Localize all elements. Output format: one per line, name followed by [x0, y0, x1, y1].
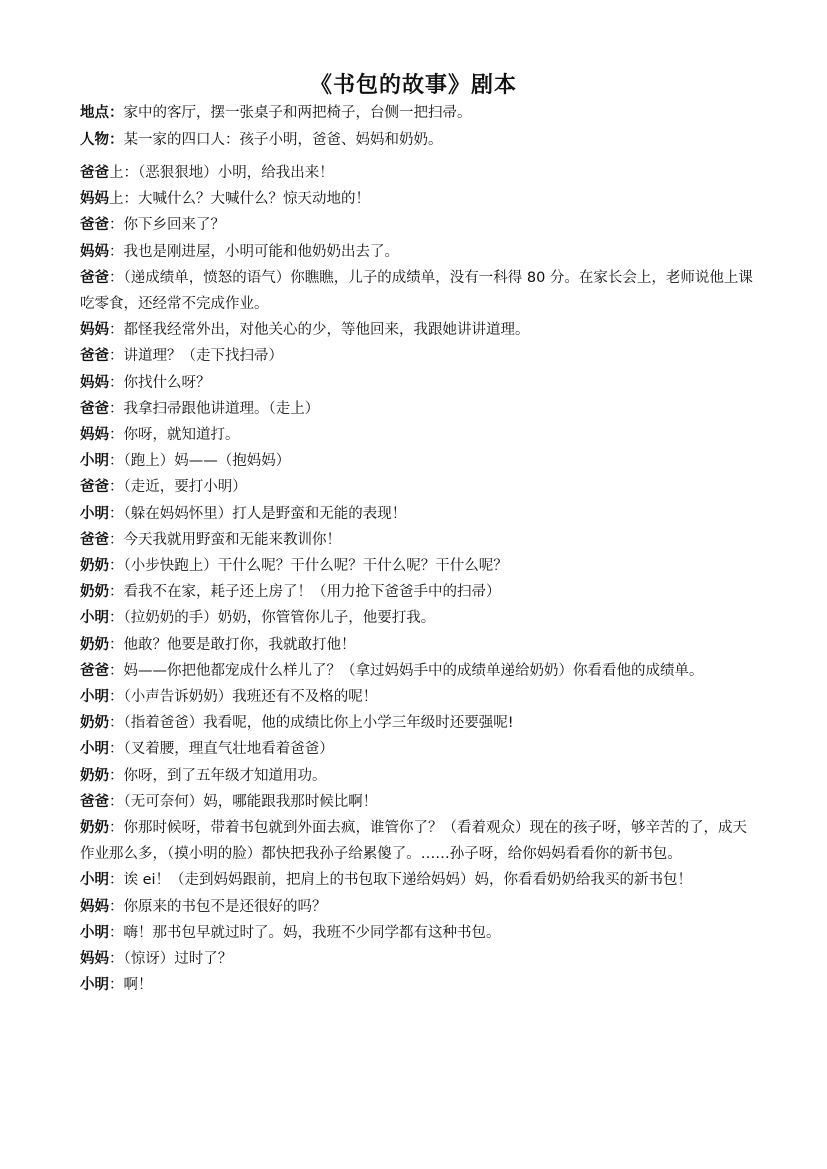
dialogue-text: ：你那时候呀，带着书包就到外面去疯，谁管你了？（看着观众）现在的孩子呀，够辛苦的了，成天作业那么多，（摸小明的脸）都快把我孙子给累傻了。……孙子呀，给你妈妈看看你的新书包。 — [80, 820, 747, 863]
dialogue-line — [80, 710, 760, 736]
speaker-name: 奶奶 — [80, 715, 109, 732]
dialogue-line — [80, 396, 760, 422]
dialogue-line — [80, 920, 760, 946]
speaker-name: 妈妈 — [80, 898, 109, 915]
speaker-name: 爸爸 — [80, 793, 109, 810]
speaker-name: 奶奶 — [80, 558, 109, 575]
dialogue-text: ：（走近，要打小明） — [109, 479, 247, 496]
speaker-name: 奶奶 — [80, 584, 109, 601]
dialogue-text: ：看我不在家，耗子还上房了！（用力抢下爸爸手中的扫帚） — [109, 584, 501, 601]
speaker-name: 小明 — [80, 610, 109, 627]
speaker-name: 爸爸 — [80, 400, 109, 417]
dialogue-text: ：今天我就用野蛮和无能来教训你！ — [109, 531, 341, 548]
dialogue-text: ：（跑上）妈——（抱妈妈） — [109, 453, 291, 470]
dialogue-line — [80, 474, 760, 500]
dialogue-text: ：你呀，到了五年级才知道用功。 — [109, 767, 327, 784]
speaker-name: 小明 — [80, 924, 109, 941]
dialogue-line — [80, 763, 760, 789]
dialogue-line — [80, 605, 760, 631]
dialogue-text: ：我也是刚进屋，小明可能和他奶奶出去了。 — [109, 243, 399, 260]
speaker-name: 小明 — [80, 741, 109, 758]
dialogue-text: ：（小声告诉奶奶）我班还有不及格的呢！ — [109, 689, 378, 706]
speaker-name: 奶奶 — [80, 820, 109, 837]
dialogue-text: ：啊！ — [109, 977, 153, 994]
dialogue-text: ：（无可奈何）妈，哪能跟我那时候比啊！ — [109, 793, 378, 810]
speaker-name: 妈妈 — [80, 243, 109, 260]
speaker-name: 小明 — [80, 872, 109, 889]
location-label: 地点： — [80, 105, 124, 121]
dialogue-line — [80, 186, 760, 212]
dialogue-line — [80, 422, 760, 448]
speaker-name: 妈妈 — [80, 951, 109, 968]
dialogue-text: ：你原来的书包不是还很好的吗？ — [109, 898, 327, 915]
dialogue-text: 上：（恶狠狠地）小明，给我出来！ — [109, 165, 334, 181]
dialogue-text: ：你呀，就知道打。 — [109, 427, 240, 444]
speaker-name: 奶奶 — [80, 636, 109, 653]
characters-line — [80, 127, 770, 153]
speaker-name: 奶奶 — [80, 767, 109, 784]
dialogue-line — [80, 579, 760, 605]
speaker-name: 爸爸 — [80, 662, 109, 679]
dialogue-line — [80, 501, 760, 527]
dialogue-line — [80, 894, 760, 920]
dialogue-line — [80, 317, 760, 343]
dialogue-line — [80, 212, 760, 238]
speaker-name: 爸爸 — [80, 479, 109, 496]
speaker-name: 妈妈 — [80, 374, 109, 391]
dialogue-text: 上：大喊什么？大喊什么？惊天动地的！ — [109, 191, 370, 208]
dialogue-line — [80, 527, 760, 553]
speaker-name: 爸爸 — [80, 531, 109, 548]
speaker-name: 爸爸 — [80, 269, 109, 286]
dialogue-line — [80, 265, 760, 317]
dialogue-line — [80, 815, 760, 867]
dialogue-text: ：他敢？他要是敢打你，我就敢打他！ — [109, 636, 356, 653]
script-body — [80, 160, 760, 999]
dialogue-line — [80, 867, 760, 893]
speaker-name: 爸爸 — [80, 348, 109, 365]
dialogue-line — [80, 448, 760, 474]
speaker-name: 小明 — [80, 505, 109, 522]
dialogue-text: ：诶 ei！（走到妈妈跟前，把肩上的书包取下递给妈妈）妈，你看看奶奶给我买的新书包！ — [109, 872, 693, 889]
characters-label: 人物： — [80, 132, 124, 148]
dialogue-text: ：嗨！那书包早就过时了。妈，我班不少同学都有这种书包。 — [109, 924, 501, 941]
dialogue-text: ：（递成绩单，愤怒的语气）你瞧瞧，儿子的成绩单，没有一科得 80 分。在家长会上，老师说他上课吃零食，还经常不完成作业。 — [80, 269, 753, 313]
dialogue-line — [80, 684, 760, 710]
speaker-name: 妈妈 — [80, 427, 109, 444]
dialogue-text: ：讲道理？（走下找扫帚） — [109, 348, 283, 365]
dialogue-text: ：（叉着腰，理直气壮地看着爸爸） — [109, 741, 334, 758]
location-text: 家中的客厅，摆一张桌子和两把椅子，台侧一把扫帚。 — [123, 105, 472, 121]
dialogue-text: ：（惊讶）过时了？ — [109, 951, 233, 968]
dialogue-text: ：（躲在妈妈怀里）打人是野蛮和无能的表现！ — [109, 505, 407, 522]
dialogue-line — [80, 632, 760, 658]
dialogue-line — [80, 343, 760, 369]
dialogue-line — [80, 553, 760, 579]
dialogue-text: ：你下乡回来了？ — [109, 217, 225, 234]
speaker-name: 妈妈 — [80, 191, 109, 208]
speaker-name: 小明 — [80, 977, 109, 994]
speaker-name: 妈妈 — [80, 322, 109, 339]
dialogue-text: ：（拉奶奶的手）奶奶，你管管你儿子，他要打我。 — [109, 610, 436, 627]
dialogue-text: ：你找什么呀？ — [109, 374, 211, 391]
characters-text: 某一家的四口人：孩子小明，爸爸、妈妈和奶奶。 — [123, 132, 443, 148]
dialogue-text: ：都怪我经常外出，对他关心的少，等他回来，我跟她讲讲道理。 — [109, 322, 530, 339]
dialogue-line — [80, 160, 760, 186]
dialogue-line — [80, 239, 760, 265]
dialogue-text: ：妈——你把他都宠成什么样儿了？（拿过妈妈手中的成绩单递给奶奶）你看看他的成绩单。 — [109, 662, 704, 679]
dialogue-text: ：我拿扫帚跟他讲道理。（走上） — [109, 400, 320, 417]
speaker-name: 爸爸 — [80, 165, 109, 181]
dialogue-line — [80, 972, 760, 998]
speaker-name: 小明 — [80, 453, 109, 470]
dialogue-line — [80, 658, 760, 684]
dialogue-line — [80, 370, 760, 396]
speaker-name: 爸爸 — [80, 217, 109, 234]
dialogue-line — [80, 946, 760, 972]
dialogue-text: ：（指着爸爸）我看呢，他的成绩比你上小学三年级时还要强呢! — [109, 715, 514, 732]
location-line — [80, 100, 770, 126]
dialogue-line — [80, 736, 760, 762]
speaker-name: 小明 — [80, 689, 109, 706]
dialogue-text: ：（小步快跑上）干什么呢？干什么呢？干什么呢？干什么呢？ — [109, 558, 508, 575]
page-title: 《书包的故事》剧本 — [309, 72, 517, 98]
dialogue-line — [80, 789, 760, 815]
